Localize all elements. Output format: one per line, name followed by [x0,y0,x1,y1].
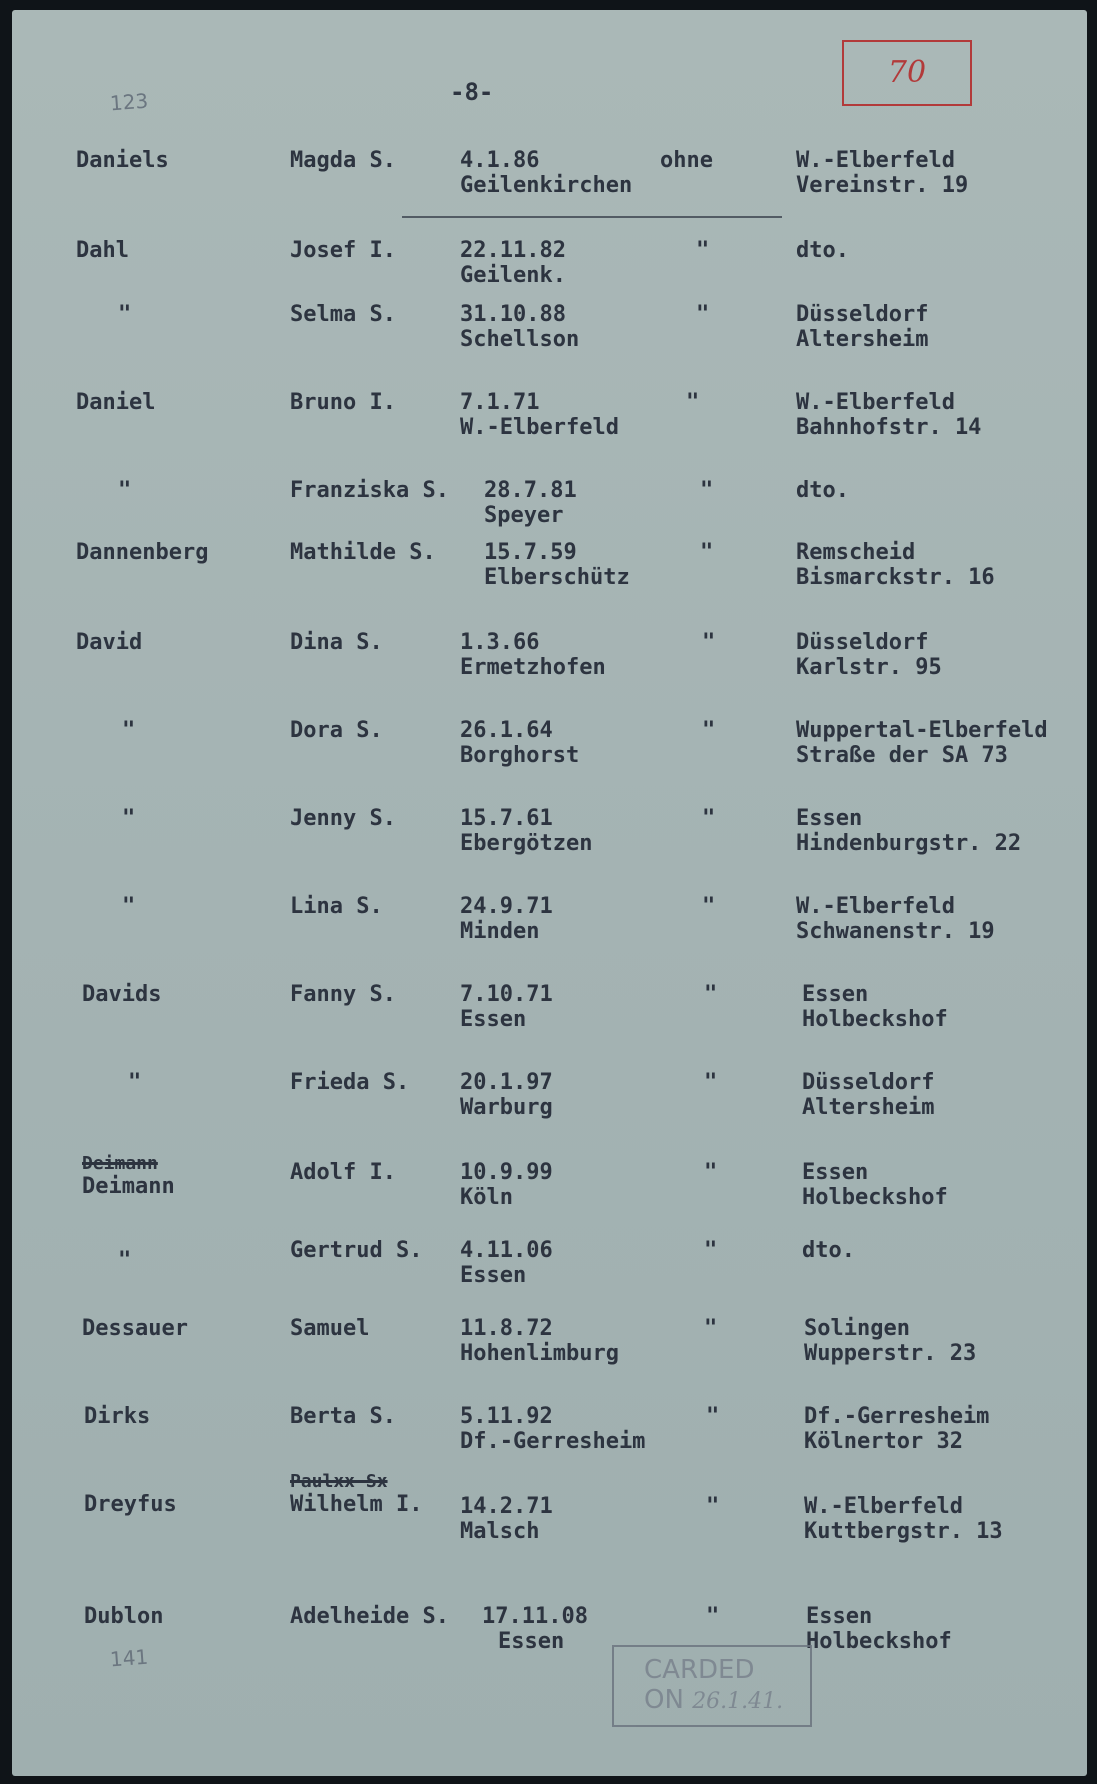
entry-city: Essen [802,1160,869,1185]
entry-birth [460,238,566,288]
entry-city: Essen [802,982,869,1007]
entry-address [802,1160,948,1210]
entry-street: Straße der SA 73 [796,743,1008,768]
entry-address [796,806,1021,856]
entry-birth-place: Df.-Gerresheim [460,1429,646,1454]
entry-given-name: Magda S. [290,148,396,173]
entry-religion: " [704,1160,718,1185]
entry-religion: " [696,302,710,327]
entry-city: W.-Elberfeld [796,390,955,415]
entry-surname-block [82,1154,175,1199]
entry-city: dto. [796,478,849,503]
entry-city: Düsseldorf [796,302,929,327]
entry-birth-date: 15.7.61 [460,806,553,831]
entry-birth [460,148,632,198]
entry-birth [460,1160,553,1210]
entry-birth-place: Köln [460,1185,513,1210]
entry-given-name: Fanny S. [290,982,396,1007]
entry-birth-place: W.-Elberfeld [460,415,619,440]
entry-address [804,1404,989,1454]
entry-birth [484,478,577,528]
entry-birth-place: Schellson [460,327,580,352]
entry-street: Wupperstr. 23 [804,1341,977,1366]
entry-street: Karlstr. 95 [796,655,942,680]
entry-surname: Dannenberg [76,540,209,565]
entry-address [796,148,968,198]
entry-religion: " [696,238,710,263]
entry-address [796,540,995,590]
entry-street: Vereinstr. 19 [796,173,969,198]
entry-birth-place: Geilenkirchen [460,173,633,198]
entry-surname: " [118,1248,132,1273]
entry-given-name: Gertrud S. [290,1238,423,1263]
entry-birth-place: Ebergötzen [460,831,593,856]
entry-birth-place: Minden [460,919,540,944]
entry-birth-place: Geilenk. [460,263,566,288]
entry-address [806,1604,952,1654]
entry-birth-place: Speyer [484,503,564,528]
entry-religion: " [702,806,716,831]
entry-given-name: Adolf I. [290,1160,396,1185]
entry-surname: Daniel [76,390,156,415]
entry-surname: " [122,718,136,743]
entry-given-name: Josef I. [290,238,396,263]
entry-city: dto. [796,238,849,263]
entry-birth-place: Essen [460,1007,527,1032]
pencil-annotation-top: 123 [109,88,149,116]
entry-given-name: Wilhelm I. [290,1492,423,1517]
entry-birth [460,894,553,944]
entry-birth-place: Elberschütz [484,565,630,590]
entry-surname: Davids [82,982,162,1007]
entry-surname: Dessauer [82,1316,188,1341]
entry-birth [460,390,619,440]
document-page [12,10,1087,1776]
entry-birth [460,302,579,352]
entry-address [802,982,948,1032]
entry-address [804,1316,976,1366]
entry-birth-date: 31.10.88 [460,302,566,327]
entry-surname: Dreyfus [84,1492,177,1517]
entry-given-name: Frieda S. [290,1070,410,1095]
entries-list [12,10,1087,1776]
entry-city: Essen [806,1604,873,1629]
entry-surname: Dublon [84,1604,164,1629]
entry-surname: " [122,894,136,919]
entry-surname: " [118,478,132,503]
entry-birth-place: Ermetzhofen [460,655,606,680]
entry-street: Holbeckshof [806,1629,952,1654]
entry-city: Essen [796,806,863,831]
entry-birth-date: 26.1.64 [460,718,553,743]
entry-birth [460,1070,553,1120]
entry-street: Bismarckstr. 16 [796,565,995,590]
entry-city: Wuppertal-Elberfeld [796,718,1048,743]
entry-birth-place: Essen [498,1629,565,1654]
entry-birth-place: Hohenlimburg [460,1341,619,1366]
entry-surname: Deimann [82,1174,175,1199]
entry-surname: Dahl [76,238,129,263]
entry-street: Kölnertor 32 [804,1429,963,1454]
entry-birth-date: 7.10.71 [460,982,553,1007]
entry-given-name: Berta S. [290,1404,396,1429]
entry-birth-date: 7.1.71 [460,390,540,415]
entry-birth-date: 4.1.86 [460,148,540,173]
entry-birth-date: 15.7.59 [484,540,577,565]
entry-birth [460,982,553,1032]
entry-given-name-block [290,1472,422,1517]
entry-birth [460,718,579,768]
entry-surname: Dirks [84,1404,151,1429]
entry-street: Kuttbergstr. 13 [804,1519,1003,1544]
entry-address [802,1238,855,1263]
entry-religion: " [702,630,716,655]
entry-given-name: Samuel [290,1316,370,1341]
entry-birth [460,806,592,856]
entry-birth-date: 10.9.99 [460,1160,553,1185]
pencil-annotation-bottom: 141 [109,1644,149,1672]
stamp-label: CARDED [644,1655,755,1685]
entry-religion: " [706,1604,720,1629]
entry-birth-date: 17.11.08 [482,1604,588,1629]
entry-given-name: Mathilde S. [290,540,436,565]
entry-birth [482,1604,588,1654]
entry-birth-place: Essen [460,1263,527,1288]
entry-religion: " [700,478,714,503]
entry-religion: " [704,1316,718,1341]
entry-birth [460,1238,553,1288]
entry-religion: " [700,540,714,565]
entry-birth-date: 14.2.71 [460,1494,553,1519]
entry-birth [460,1494,553,1544]
entry-birth-date: 24.9.71 [460,894,553,919]
entry-street: Holbeckshof [802,1185,948,1210]
stamp-date-line [644,1685,810,1717]
entry-given-name: Franziska S. [290,478,449,503]
entry-address [796,630,942,680]
entry-religion: " [704,1238,718,1263]
carded-stamp [612,1645,812,1727]
entry-given-name: Lina S. [290,894,383,919]
entry-city: Df.-Gerresheim [804,1404,990,1429]
entry-city: Düsseldorf [796,630,929,655]
entry-given-name: Dora S. [290,718,383,743]
entry-birth-place: Malsch [460,1519,540,1544]
entry-given-name-struck: Paulxx Sx [290,1471,388,1492]
folio-number-box: 70 [842,40,972,106]
entry-religion: " [704,1070,718,1095]
entry-birth [484,540,630,590]
entry-religion: " [702,718,716,743]
entry-surname: Daniels [76,148,169,173]
entry-surname: " [118,302,132,327]
entry-given-name: Jenny S. [290,806,396,831]
entry-city: W.-Elberfeld [804,1494,963,1519]
entry-religion: " [706,1404,720,1429]
entry-surname: " [128,1070,142,1095]
entry-surname-struck: Deimann [82,1153,158,1174]
entry-surname: " [122,806,136,831]
entry-street: Altersheim [796,327,929,352]
page-number: -8- [450,78,494,106]
entry-city: W.-Elberfeld [796,894,955,919]
entry-given-name: Adelheide S. [290,1604,449,1629]
entry-street: Hindenburgstr. 22 [796,831,1022,856]
entry-address [796,718,1048,768]
entry-religion: " [706,1494,720,1519]
entry-street: Holbeckshof [802,1007,948,1032]
entry-birth-date: 11.8.72 [460,1316,553,1341]
entry-given-name: Dina S. [290,630,383,655]
entry-birth-place: Borghorst [460,743,580,768]
entry-address [796,478,849,503]
entry-birth-date: 20.1.97 [460,1070,553,1095]
entry-religion: " [702,894,716,919]
entry-birth-place: Warburg [460,1095,553,1120]
entry-address [796,238,849,263]
entry-city: W.-Elberfeld [796,148,955,173]
entry-address [796,390,981,440]
entry-city: Düsseldorf [802,1070,935,1095]
stamp-on-label: ON [644,1685,684,1715]
entry-birth [460,1316,619,1366]
entry-address [796,302,928,352]
entry-religion: ohne [660,148,713,173]
stamp-date: 26.1.41. [692,1689,784,1714]
entry-given-name: Selma S. [290,302,396,327]
entry-birth-date: 5.11.92 [460,1404,553,1429]
entry-birth [460,1404,645,1454]
entry-city: dto. [802,1238,855,1263]
entry-address [796,894,995,944]
entry-city: Solingen [804,1316,910,1341]
entry-surname: David [76,630,143,655]
entry-address [802,1070,934,1120]
entry-street: Altersheim [802,1095,935,1120]
entry-birth-date: 22.11.82 [460,238,566,263]
entry-birth-date: 4.11.06 [460,1238,553,1263]
entry-given-name: Bruno I. [290,390,396,415]
entry-birth-date: 28.7.81 [484,478,577,503]
entry-religion: " [686,390,700,415]
entry-religion: " [704,982,718,1007]
entry-birth-date: 1.3.66 [460,630,540,655]
entry-city: Remscheid [796,540,916,565]
entry-address [804,1494,1003,1544]
entry-birth [460,630,606,680]
entry-street: Bahnhofstr. 14 [796,415,982,440]
entry-street: Schwanenstr. 19 [796,919,995,944]
